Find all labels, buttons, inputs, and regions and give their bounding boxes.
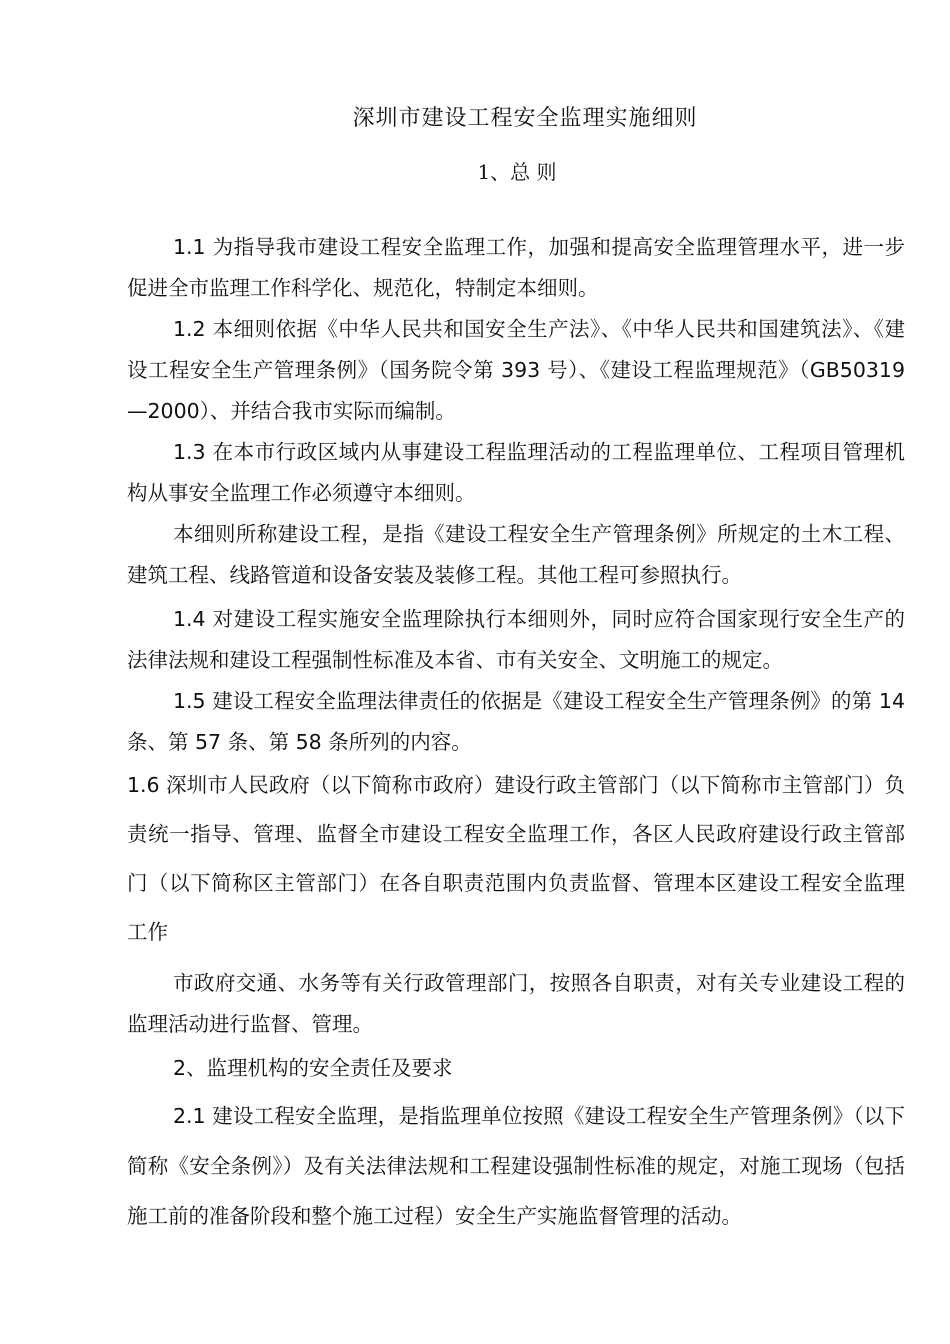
paragraph-1-4: 1.4 对建设工程实施安全监理除执行本细则外，同时应符合国家现行安全生产的法律法规和建设工程强制性标准及本省、市有关安全、文明施工的规定。	[127, 607, 905, 672]
paragraph-1-5: 1.5 建设工程安全监理法律责任的依据是《建设工程安全生产管理条例》的第 14 条、第 57 条、第 58 条所列的内容。	[127, 689, 905, 754]
section-heading: 1、总 则	[477, 160, 557, 184]
paragraph-2-1: 2.1 建设工程安全监理，是指监理单位按照《建设工程安全生产管理条例》（以下简称《安全条例》）及有关法律法规和工程建设强制性标准的规定，对施工现场（包括施工前的准备阶段和整个施工过程）安全生产实施监督管理的活动。	[127, 1104, 905, 1228]
section-2-heading: 2、监理机构的安全责任及要求	[173, 1056, 453, 1080]
paragraph-scope: 本细则所称建设工程，是指《建设工程安全生产管理条例》所规定的土木工程、建筑工程、线路管道和设备安装及装修工程。其他工程可参照执行。	[127, 522, 905, 587]
paragraph-1-6: 1.6 深圳市人民政府（以下简称市政府）建设行政主管部门（以下简称市主管部门）负责统一指导、管理、监督全市建设工程安全监理工作，各区人民政府建设行政主管部门（以下简称区主管部门）在各自职责范围内负责监督、管理本区建设工程安全监理工作	[127, 773, 905, 944]
paragraph-municipal: 市政府交通、水务等有关行政管理部门，按照各自职责，对有关专业建设工程的监理活动进行监督、管理。	[127, 971, 905, 1036]
paragraph-1-3: 1.3 在本市行政区域内从事建设工程监理活动的工程监理单位、工程项目管理机构从事安全监理工作必须遵守本细则。	[127, 440, 905, 505]
paragraph-1-1: 1.1 为指导我市建设工程安全监理工作，加强和提高安全监理管理水平，进一步促进全市监理工作科学化、规范化，特制定本细则。	[127, 235, 905, 300]
paragraph-1-2: 1.2 本细则依据《中华人民共和国安全生产法》、《中华人民共和国建筑法》、《建设工程安全生产管理条例》（国务院令第 393 号）、《建设工程监理规范》（GB50319—2000）、并结合我市实际而编制。	[127, 317, 905, 423]
document-title: 深圳市建设工程安全监理实施细则	[352, 106, 698, 131]
